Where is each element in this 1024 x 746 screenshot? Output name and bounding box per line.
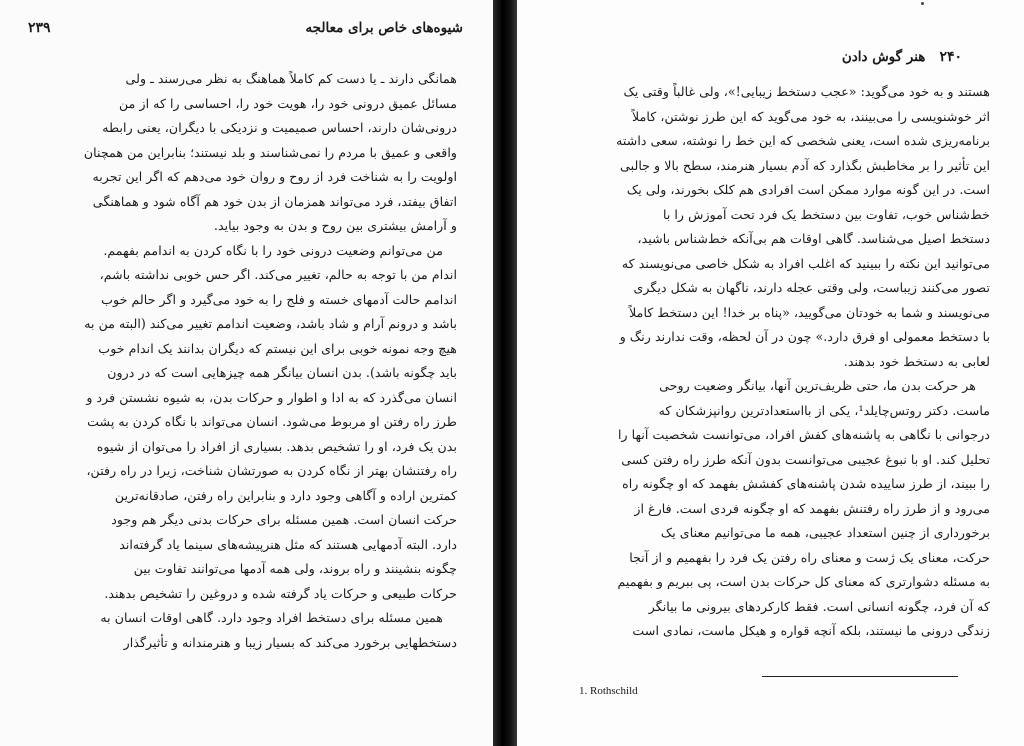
text-line: دستخط اصیل می‌شناسد. گاهی اوقات هم بی‌آنکه خط‌شناس باشید، bbox=[637, 231, 990, 246]
right-page bbox=[517, 0, 1024, 746]
text-line: بدن یک فرد، او را تشخیص بدهد. بسیاری از افراد را می‌توان از شیوه bbox=[96, 438, 457, 454]
text-line: زندگی درونی ما نیستند، بلکه آنچه قواره و هیکل ماست، نمادی است bbox=[632, 623, 990, 638]
text-line: دارد. البته آدمهایی هستند که مثل هنرپیشه‌های سینما یاد گرفته‌اند bbox=[119, 536, 457, 552]
text-line: طرز راه رفتن او مربوط می‌شود. انسان می‌تواند با نگاه کردن به پشت bbox=[87, 414, 457, 429]
text-line: باید چگونه باشد). بدن انسان بیانگر همه چیزهایی است که در درون bbox=[107, 365, 457, 380]
text-line: است. در این گونه موارد ممکن است افرادی هم کلک بخورند، ولی یک bbox=[626, 182, 990, 197]
text-line: هیچ وجه نمونه خوبی برای این نیستم که دیگران بدانند یک اندام خوب bbox=[98, 340, 457, 356]
footnote: 1. Rothschild bbox=[579, 685, 638, 697]
right-body-text bbox=[581, 80, 990, 644]
text-line: تحلیل کند. او با نبوغ عجیبی می‌توانست بدون آنکه طرز راه رفتن کسی bbox=[621, 451, 990, 467]
footnote-divider bbox=[762, 676, 958, 677]
text-line: دستخطهایی برخورد می‌کند که بسیار زیبا و هنرمندانه و تأثیرگذار bbox=[123, 634, 457, 650]
text-line: حرکات طبیعی و حرکات یاد گرفته شده و دروغین را تشخیص بدهند. bbox=[104, 585, 457, 601]
text-line: به مسئله دشوارتری که معنای کل حرکات بدن است، پی ببریم و بفهمیم bbox=[617, 574, 990, 589]
text-line: اولویت را به شناخت فرد از روح و روان خود می‌دهم که اگر این تجربه bbox=[92, 169, 457, 184]
left-body-text bbox=[28, 67, 457, 655]
text-line: همین مسئله برای دستخط افراد وجود دارد. گاهی اوقات انسان به bbox=[100, 610, 443, 625]
text-line: برنامه‌ریزی شده است، یعنی شخصی که این خط را نوشته، سعی داشته bbox=[616, 133, 990, 148]
text-line: حرکت انسان است. همین مسئله برای حرکات بدنی دیگر هم وجود bbox=[111, 512, 457, 527]
text-line: باشد و درونم آرام و شاد باشد، وضعیت اندامم تغییر می‌کند (البته من به bbox=[84, 316, 457, 331]
text-line: لعابی به دستخط خود بدهند. bbox=[843, 353, 990, 369]
text-line: درجوانی با نگاهی به پاشنه‌های کفش افراد، می‌توانست شخصیت آنها را bbox=[618, 427, 990, 442]
book-gutter bbox=[493, 0, 517, 746]
text-line: تصور می‌کنند زیباست، ولی وقتی عجله دارند، ناگهان به شکل دیگری bbox=[633, 280, 990, 295]
right-page-number: ۲۴۰ bbox=[939, 49, 962, 65]
text-line: چگونه بنشینند و راه بروند، ولی همه آدمها می‌توانند تفاوت بین bbox=[133, 561, 457, 576]
text-line: اندام من با توجه به حالم، تغییر می‌کند. اگر حس خوبی نداشته باشم، bbox=[99, 267, 457, 282]
text-line: می‌رود و از طرز راه رفتنش بفهمد که او چگونه فردی است. فارغ از bbox=[634, 500, 990, 516]
text-line: خط‌شناس خوب، تفاوت بین دستخط یک فرد تحت آموزش را با bbox=[662, 206, 990, 222]
text-line: اثر خوشنویسی را می‌بینند، به خود می‌گوید که این طرز نوشتن، کاملاً bbox=[632, 108, 990, 124]
text-line: اندامم حالت آدمهای خسته و فلج را به خود می‌گیرد و اگر حالم خوب bbox=[101, 291, 457, 307]
text-line: همانگی دارند ـ یا دست کم کاملاً هماهنگ به نظر می‌رسند ـ ولی bbox=[125, 71, 457, 86]
right-running-head bbox=[842, 49, 962, 65]
text-line: اتفاق بیفتد، فرد می‌تواند همزمان از بدن خود هم آگاه شود و هماهنگی bbox=[92, 193, 457, 209]
text-line: انسان می‌گذرد که به ادا و اطوار و حرکات بدن، به شیوه نشستن فرد و bbox=[86, 389, 457, 405]
text-line: و آرامش بیشتری بین روح و بدن به وجود بیاید. bbox=[213, 218, 457, 233]
text-line: مسائل عمیق درونی خود را، هویت خود را، احساسی را که از من bbox=[118, 95, 457, 111]
text-line: با دستخط معمولی او فرق دارد.» چون در آن لحظه، وقت ندارند رنگ و bbox=[619, 329, 990, 344]
left-running-title: شیوه‌های خاص برای معالجه bbox=[305, 20, 463, 36]
text-line: من می‌توانم وضعیت درونی خود را با نگاه کردن به اندامم بفهمم. bbox=[103, 242, 443, 258]
right-running-title: هنر گوش دادن bbox=[841, 49, 926, 65]
text-line: برخورداری از چنین استعداد عجیبی، همه ما می‌توانیم معنای یک bbox=[660, 525, 990, 540]
text-line: هر حرکت بدن ما، حتی ظریف‌ترین آنها، بیانگر وضعیت روحی bbox=[659, 378, 976, 393]
text-line: حرکت، معنای یک ژست و معنای راه رفتن یک فرد را بفهمیم و از آنجا bbox=[629, 549, 990, 565]
text-line: که آن فرد، چگونه انسانی است. فقط کارکردهای بیرونی ما بیانگر bbox=[648, 598, 990, 614]
text-line: واقعی و عمیق با مردم را نمی‌شناسند و بلد نیستند؛ بنابراین من همچنان bbox=[83, 144, 457, 160]
text-line: کمترین اراده و آگاهی وجود دارد و بنابراین راه رفتن، صادقانه‌ترین bbox=[114, 487, 457, 503]
text-line: درونی‌شان دارند، احساس صمیمیت و نزدیکی با دیگران، یعنی رابطه bbox=[102, 120, 457, 135]
text-line: می‌توانید این نکته را ببینید که اغلب افراد به شکل خاصی می‌نویسند که bbox=[621, 255, 990, 271]
text-line: این تأثیر را بر مخاطبش بگذارد که آدم بسیار هنرمند، سطح بالا و جالبی bbox=[620, 157, 990, 173]
left-running-head bbox=[28, 20, 463, 36]
page-speck bbox=[921, 2, 924, 5]
left-page bbox=[0, 0, 493, 746]
text-line: راه رفتنشان بهتر از نگاه کردن به صورتشان شناخت، زیرا در راه رفتن، bbox=[86, 463, 457, 478]
text-line: می‌نویسند و شما به خودتان می‌گویید، «پناه بر خدا! این دستخط کاملاً bbox=[629, 304, 990, 320]
left-page-number: ۲۳۹ bbox=[28, 20, 51, 36]
text-line: را ببیند، از طرز ساییده شدن پاشنه‌های کفشش بفهمد که او چگونه راه bbox=[622, 476, 990, 491]
text-line: هستند و به خود می‌گوید: «عجب دستخط زیبایی!»، ولی غالباً وقتی یک bbox=[623, 84, 990, 99]
text-line: ماست. دکتر روتس‌چایلد¹، یکی از بااستعدادترین روانپزشکان که bbox=[658, 402, 990, 418]
